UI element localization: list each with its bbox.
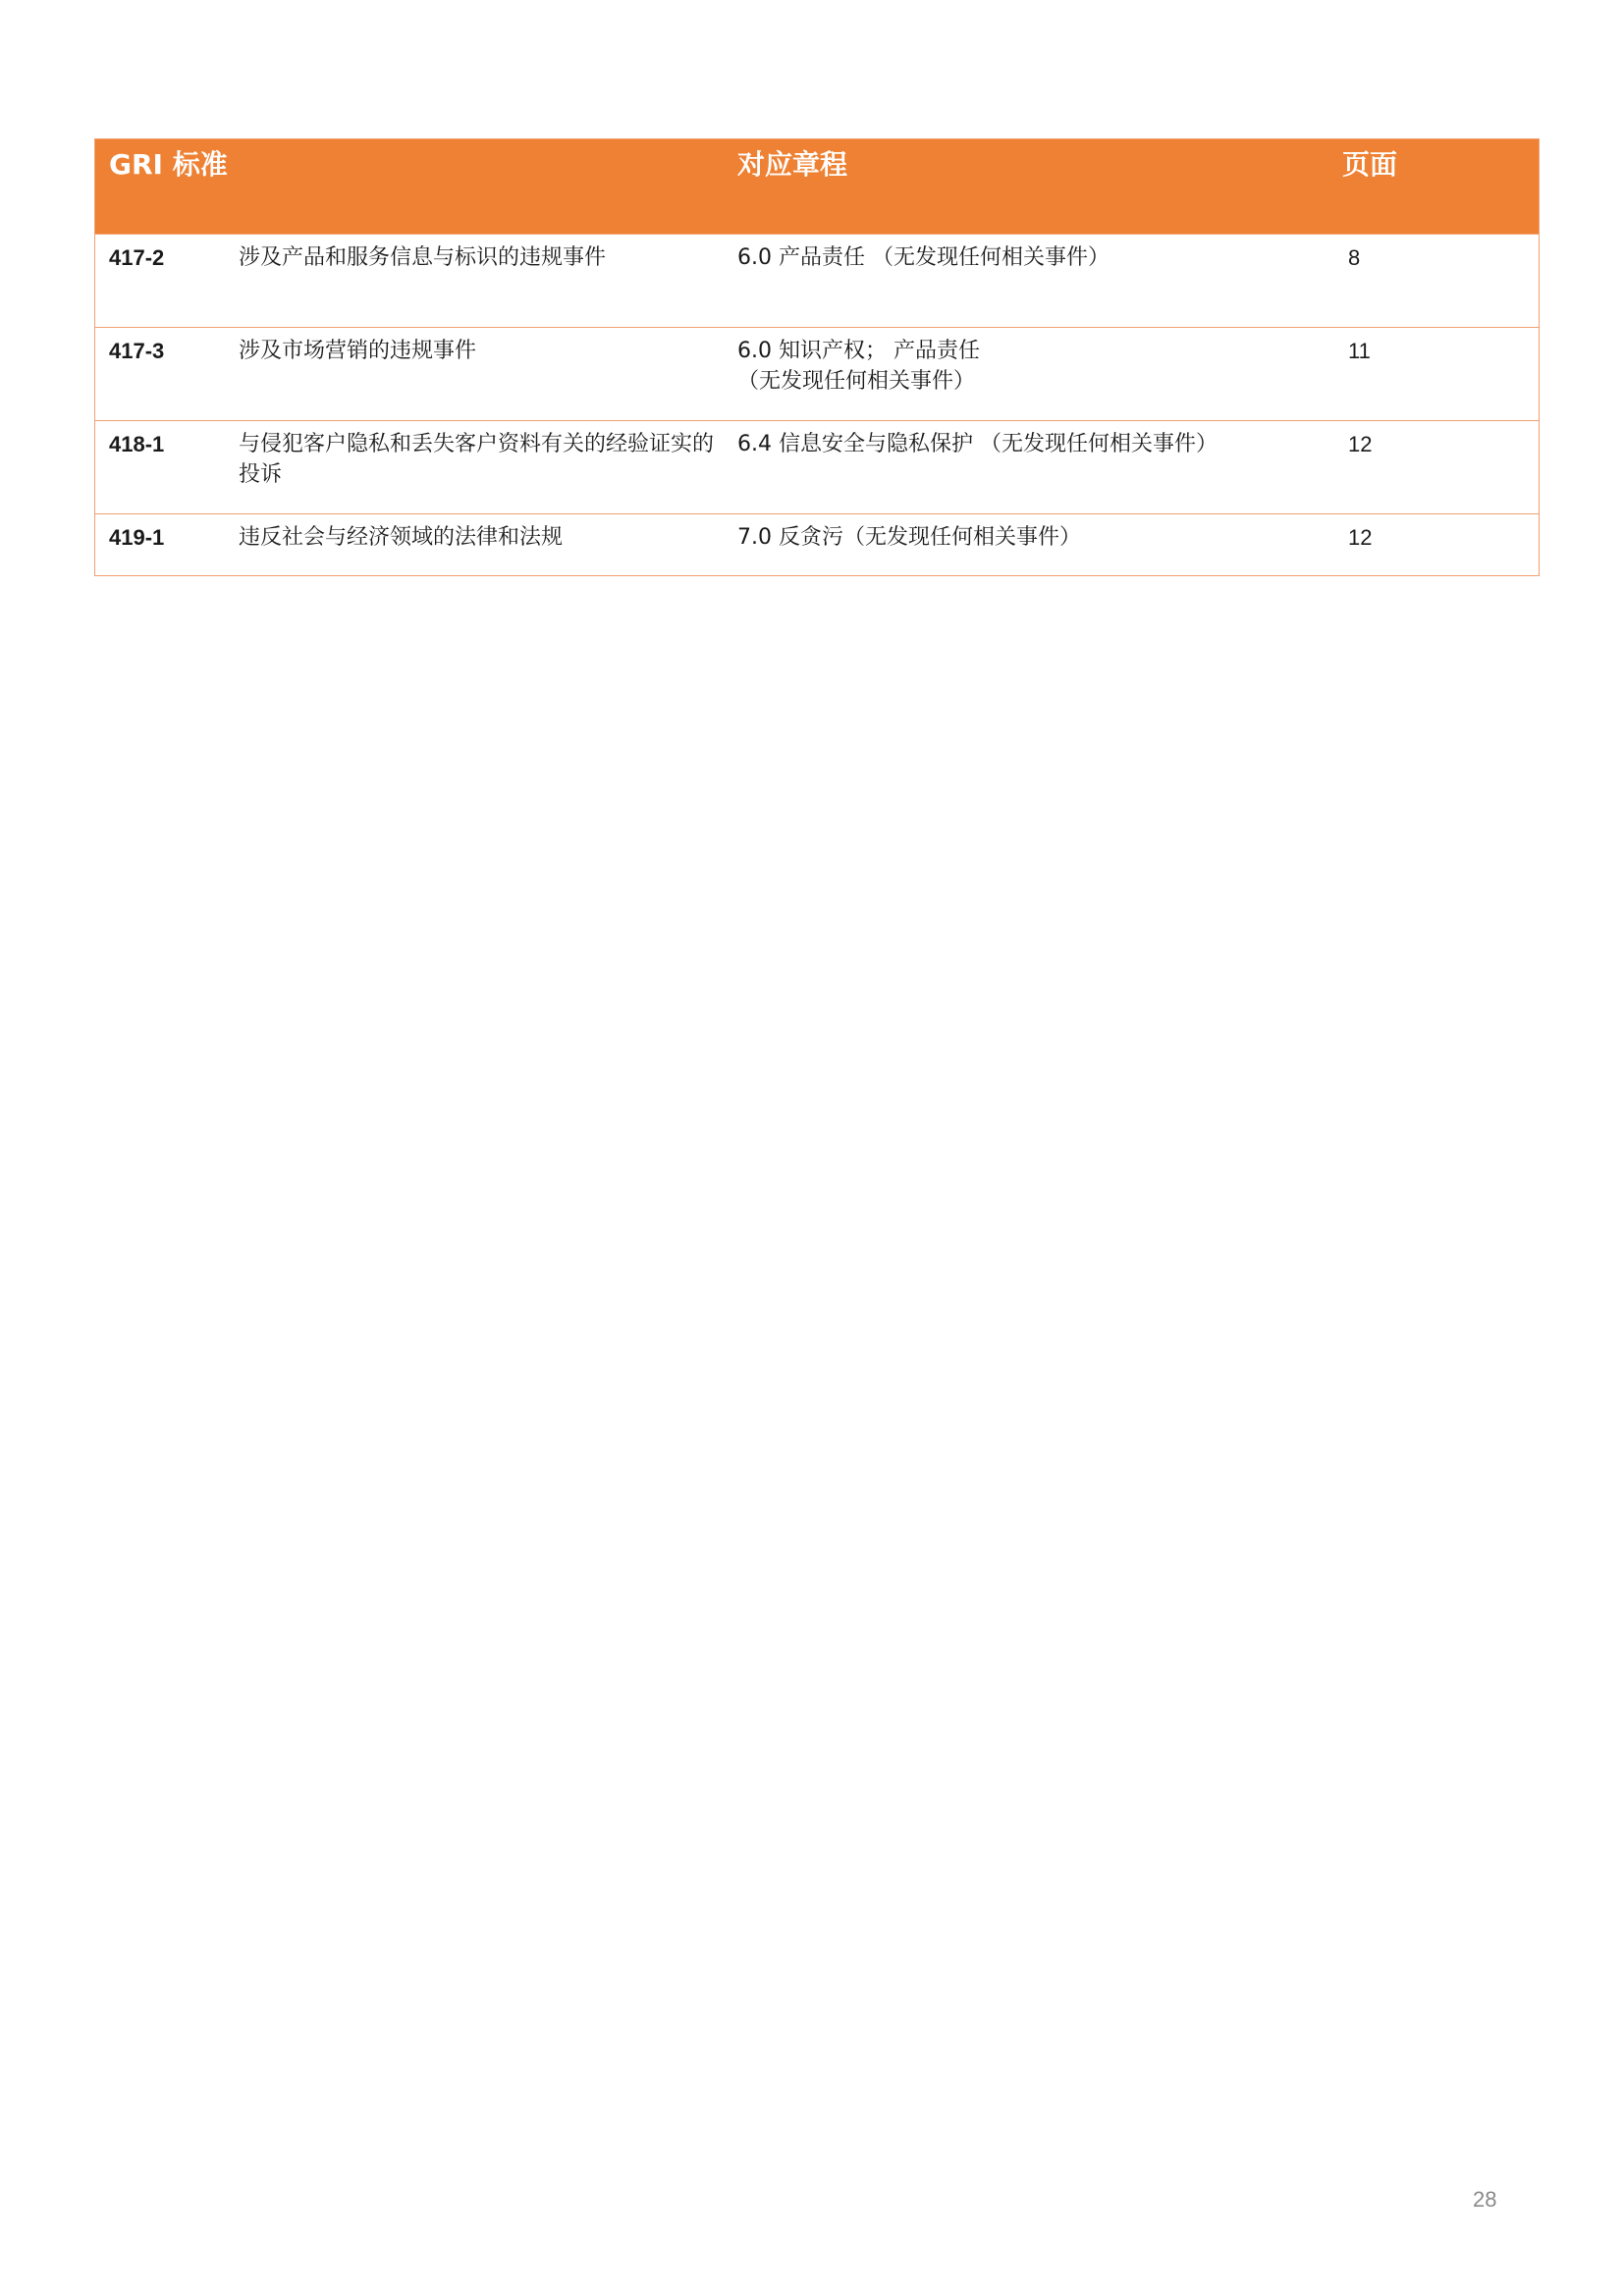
row-code: 417-2 xyxy=(109,245,165,270)
row-description: 违反社会与经济领域的法律和法规 xyxy=(239,525,564,550)
row-page: 8 xyxy=(1348,245,1361,270)
row-code: 419-1 xyxy=(109,525,165,550)
table-row xyxy=(95,513,1539,575)
row-chapter: 7.0 反贪污（无发现任何相关事件） xyxy=(737,525,1081,550)
row-page: 12 xyxy=(1348,525,1373,550)
row-description: 涉及市场营销的违规事件 xyxy=(239,339,477,363)
gri-index-table xyxy=(94,138,1540,576)
table-row xyxy=(95,420,1539,513)
row-code: 417-3 xyxy=(109,339,165,363)
row-page: 11 xyxy=(1348,339,1371,363)
row-chapter: 6.0 产品责任 （无发现任何相关事件） xyxy=(737,245,1110,270)
header-gri-standard: GRI 标准 xyxy=(109,148,228,181)
row-description: 涉及产品和服务信息与标识的违规事件 xyxy=(239,245,607,270)
table-row xyxy=(95,234,1539,327)
table-row xyxy=(95,327,1539,420)
row-chapter: 6.4 信息安全与隐私保护 （无发现任何相关事件） xyxy=(737,432,1218,456)
row-page: 12 xyxy=(1348,432,1373,456)
row-description: 与侵犯客户隐私和丢失客户资料有关的经验证实的投诉 xyxy=(239,432,715,487)
table-header xyxy=(95,139,1539,234)
header-chapter: 对应章程 xyxy=(737,148,848,181)
header-page: 页面 xyxy=(1342,148,1398,181)
row-chapter: 6.0 知识产权； 产品责任 （无发现任何相关事件） xyxy=(737,339,980,394)
row-code: 418-1 xyxy=(109,432,165,456)
page-number: 28 xyxy=(1473,2187,1497,2212)
